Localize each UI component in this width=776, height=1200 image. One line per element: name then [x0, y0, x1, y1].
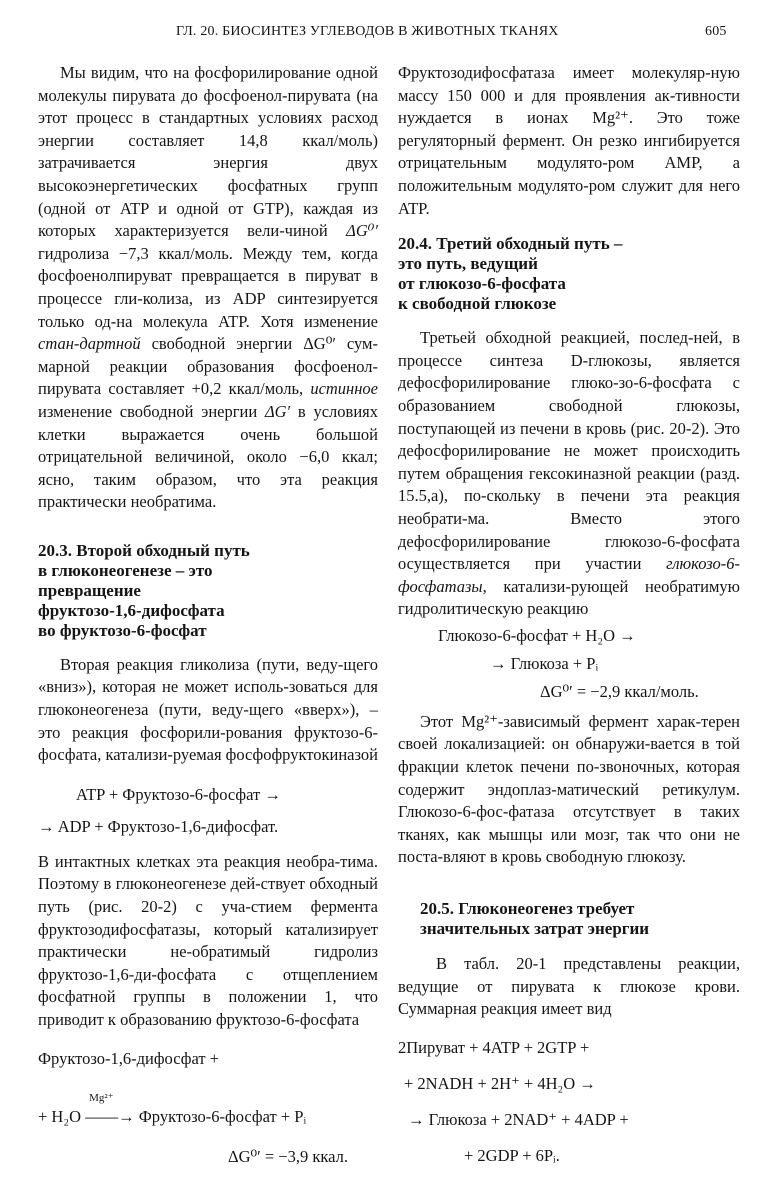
- paragraph-g6pase-localization: Этот Mg²⁺-зависимый фермент харак-терен своей локализацией: он обнаружи-вается в той фракции клеток печени по-звоночных, которая содержит эндоплаз-матический ретикулум. Глюкозо-6-фос-фатаза отсутствует в таких тканях, как мышцы или мозг, так что они не поста-вляют в кровь свободную глюкозу.: [398, 711, 740, 867]
- paragraph-third-bypass: Третьей обходной реакцией, послед-ней, в процессе синтеза D-глюкозы, является дефосфорилирование глюко-зо-6-фосфата с образованием свободной глюкозы, поступающей из печени в кровь (рис. 20-2). Это дефосфорилирование не может происходить путем обращения гексокиназной реакции (разд. 15.5,а), по-скольку в печени эта реакция необрати-ма. Вместо этого дефосфорилирование глюкозо-6-фосфата осуществляется при участии глюкозо-6-фосфатазы, катализи-рующей необратимую гидролитическую реакцию: [398, 328, 740, 619]
- magnesium-cofactor-label: Mg²⁺: [89, 1091, 114, 1104]
- paragraph-fbpase-properties: Фруктозодифосфатаза имеет молекуляр-ную массу 150 000 и для проявления ак-тивности нуждается в ионах Mg²⁺. Это тоже регуляторный фермент. Он резко ингибируется отрицательным модулято-ром AMP, а положительным модулято-ром служит для него ATP.: [398, 63, 740, 218]
- equation-g6pase-reaction: Глюкозо-6-фосфат + H₂O → → Глюкоза + Pᵢ ΔG⁰′ = −2,9 ккал/моль.: [438, 625, 699, 701]
- paragraph-energy-cost: Мы видим, что на фосфорилирование одной молекулы пирувата до фосфоенол-пирувата (на этот процесс в стандартных условиях расход энергии составляет 14,8 ккал/моль) затрачивается энергия двух высокоэнергетических фосфатных групп (одной от ATP и одной от GTP), каждая из которых характеризуется вели-чиной ΔG⁰′ гидролиза −7,3 ккал/моль. Между тем, когда фосфоенолпируват превращается в пируват в процессе гли-колиза, из ADP синтезируется только од-на молекула ATP. Хотя изменение стан-дартной свободной энергии ΔG⁰′ сум-марной реакции образования фосфоенол-пирувата составляет +0,2 ккал/моль, истинное изменение свободной энергии ΔG′ в условиях клетки выражается очень большой отрицательной величиной, около −6,0 ккал; ясно, таким образом, что эта реакция практически необратима.: [38, 63, 379, 512]
- equation-pfk-reaction: ATP + Фруктозо-6-фосфат → → ADP + Фруктозо-1,6-дифосфат.: [38, 784, 281, 836]
- left-column: [38, 62, 378, 1168]
- paragraph-overall-reaction: В табл. 20-1 представлены реакции, ведущие от пирувата к глюкозе крови. Суммарная реакция имеет вид: [398, 954, 740, 1019]
- right-column: [398, 62, 740, 1167]
- section-heading-20-3: 20.3. Второй обходный путь в глюконеогенезе – это превращение фруктозо-1,6-дифосфата во фруктозо-6-фосфат: [38, 540, 250, 640]
- chapter-running-title: ГЛ. 20. БИОСИНТЕЗ УГЛЕВОДОВ В ЖИВОТНЫХ ТКАНЯХ: [176, 24, 559, 39]
- paragraph-second-bypass: Вторая реакция гликолиза (пути, веду-щего «вниз»), которая не может исполь-зоваться для глюконеогенеза (пути, веду-щего «вверх»), – это реакция фосфорили-рования фруктозо-6-фосфата, катализи-руемая фосфофруктокиназой: [38, 654, 378, 765]
- section-heading-20-5: 20.5. Глюконеогенез требует значительных затрат энергии: [420, 899, 650, 939]
- page-number: 605: [705, 24, 727, 39]
- section-heading-20-4: 20.4. Третий обходный путь – это путь, ведущий от глюкозо-6-фосфата к свободной глюкозе: [398, 234, 623, 314]
- equation-fbpase-reaction: Фруктозо-1,6-дифосфат + + H₂O Mg²⁺ ——→ Фруктозо-6-фосфат + Pᵢ ΔG⁰′ = −3,9 ккал.: [38, 1048, 348, 1166]
- paragraph-fructose-diphosphatase: В интактных клетках эта реакция необра-тима. Поэтому в глюконеогенезе дей-ствует обходный путь (рис. 20-2) с уча-стием фермента фруктозодифосфатазы, который катализирует практически не-обратимый гидролиз фруктозо-1,6-ди-фосфата с отщеплением фосфатной группы в положении 1, что приводит к образованию фруктозо-6-фосфата: [38, 851, 378, 1029]
- equation-overall-gluconeogenesis: 2Пируват + 4ATP + 2GTP + + 2NADH + 2H⁺ + 4H₂O → → Глюкоза + 2NAD⁺ + 4ADP + + 2GDP + 6Pᵢ.: [398, 1037, 629, 1165]
